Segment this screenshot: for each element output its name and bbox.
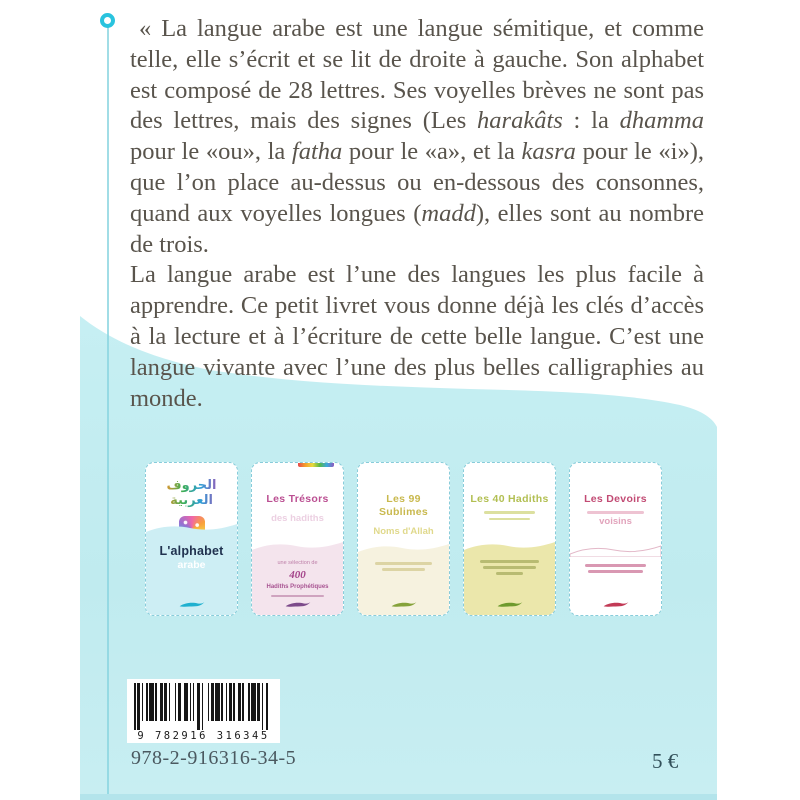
- paragraph: « La langue arabe est une langue sémitique, et comme telle, elle s’écrit et se lit de droite à gauche. Son alphabet est composé de 28 lettres. Ses voyelles brèves ne sont pas des lettres, mais des signes (Les harakâts : la dhamma pour le «ou», la fatha pour le «a», et la kasra pour le «i»), que l’on place au-dessus ou en-dessous des consonnes, quand aux voyelles longues (madd), elles sont au nombre de trois.: [130, 15, 704, 258]
- barcode-bar: [262, 683, 264, 730]
- deco-line: [585, 564, 645, 567]
- deco-line: [382, 568, 426, 571]
- card-title: Les Devoirs: [584, 493, 647, 505]
- card-footer: [570, 564, 661, 573]
- barcode-bar: [221, 683, 223, 721]
- card-subtitle: voisins: [599, 515, 632, 527]
- card-footer-line: Hadiths Prophétiques: [266, 584, 329, 590]
- card-faint-lines: [570, 511, 661, 514]
- barcode-bar: [184, 683, 189, 721]
- swoosh-icon: [391, 601, 417, 608]
- barcode-bar: [238, 683, 241, 721]
- card-footer: [252, 560, 343, 597]
- barcode-bar: [160, 683, 163, 721]
- deco-line: [271, 595, 324, 598]
- paragraph: La langue arabe est l’une des langues les plus facile à apprendre. Ce petit livret vous donne déjà les clés d’accès à la lecture et à l’écriture de cette belle langue. C’est une langue vivante avec l’une des plus belles calligraphies au monde.: [130, 261, 704, 412]
- deco-line: [484, 511, 535, 514]
- card-wave-divider: [358, 543, 449, 555]
- card-title: Les Trésors: [266, 493, 329, 505]
- barcode-bar: [137, 683, 140, 730]
- barcode-bar: [248, 683, 250, 721]
- barcode-bars: [134, 683, 268, 730]
- deco-line: [375, 562, 431, 565]
- barcode-bar: [155, 683, 157, 721]
- card-wave-divider: [146, 523, 237, 535]
- barcode-bar: [202, 683, 204, 730]
- card-title: Les 99 Sublimes: [378, 493, 429, 518]
- deco-line: [587, 511, 643, 514]
- card-footer: [464, 560, 555, 575]
- swoosh-icon: [179, 601, 205, 608]
- barcode-bar: [242, 683, 244, 721]
- deco-line: [588, 570, 643, 573]
- barcode-bar: [169, 683, 171, 721]
- cover-text: [130, 14, 704, 414]
- card-arabic-title: الحروف العربية: [146, 478, 237, 508]
- price-text: 5 €: [652, 749, 679, 773]
- card-footer: [358, 562, 449, 571]
- swoosh-icon: [285, 601, 311, 608]
- card-bottom-subtitle: arabe: [177, 559, 206, 571]
- barcode-bar: [251, 683, 256, 721]
- book-thumbnail-alphabet-arabe: [145, 462, 238, 616]
- card-footer-line: une sélection de: [277, 560, 318, 566]
- deco-line: [489, 518, 529, 521]
- margin-line: [107, 26, 109, 794]
- barcode-bar: [175, 683, 177, 721]
- deco-line: [480, 560, 538, 563]
- barcode-bar: [134, 683, 136, 730]
- card-title: Les 40 Hadiths: [470, 493, 549, 505]
- book-thumbnail-99-noms-allah: [357, 462, 450, 616]
- barcode-bar: [193, 683, 195, 721]
- ring-bullet-icon: [100, 13, 115, 28]
- barcode-bar: [257, 683, 260, 721]
- barcode-bar: [233, 683, 235, 721]
- barcode-bar: [208, 683, 210, 721]
- barcode-bar: [266, 683, 268, 730]
- other-books-row: [145, 462, 662, 616]
- barcode-bar: [164, 683, 167, 721]
- barcode-bar: [146, 683, 148, 721]
- barcode-bar: [226, 683, 228, 721]
- barcode-bar: [215, 683, 220, 721]
- barcode-box: [127, 679, 280, 743]
- card-faint-lines: [464, 511, 555, 520]
- barcode-bar: [142, 683, 144, 721]
- card-wave-divider: [464, 541, 555, 553]
- book-thumbnail-tresors-hadiths: [251, 462, 344, 616]
- swoosh-icon: [603, 601, 629, 608]
- barcode-digits: 9 782916 316345: [137, 730, 270, 742]
- book-thumbnail-40-hadiths: [463, 462, 556, 616]
- card-subtitle: Noms d'Allah: [373, 526, 434, 537]
- bottom-edge-band: [80, 794, 717, 800]
- card-wave-divider: [570, 545, 661, 557]
- barcode-bar: [149, 683, 154, 721]
- swoosh-icon: [497, 601, 523, 608]
- book-thumbnail-devoirs-voisins: [569, 462, 662, 616]
- deco-line: [483, 566, 536, 569]
- barcode-bar: [211, 683, 214, 721]
- barcode-bar: [178, 683, 181, 721]
- card-subtitle: des hadiths: [271, 513, 324, 524]
- barcode-bar: [190, 683, 192, 721]
- card-bottom-title: L'alphabet: [159, 544, 224, 558]
- barcode-bar: [229, 683, 232, 721]
- deco-line: [496, 572, 523, 575]
- card-wave-divider: [252, 541, 343, 553]
- isbn-text: 978-2-916316-34-5: [131, 747, 297, 769]
- barcode-bar: [197, 683, 200, 730]
- card-footer-line: 400: [289, 568, 306, 581]
- pencil-strip-icon: [298, 463, 334, 467]
